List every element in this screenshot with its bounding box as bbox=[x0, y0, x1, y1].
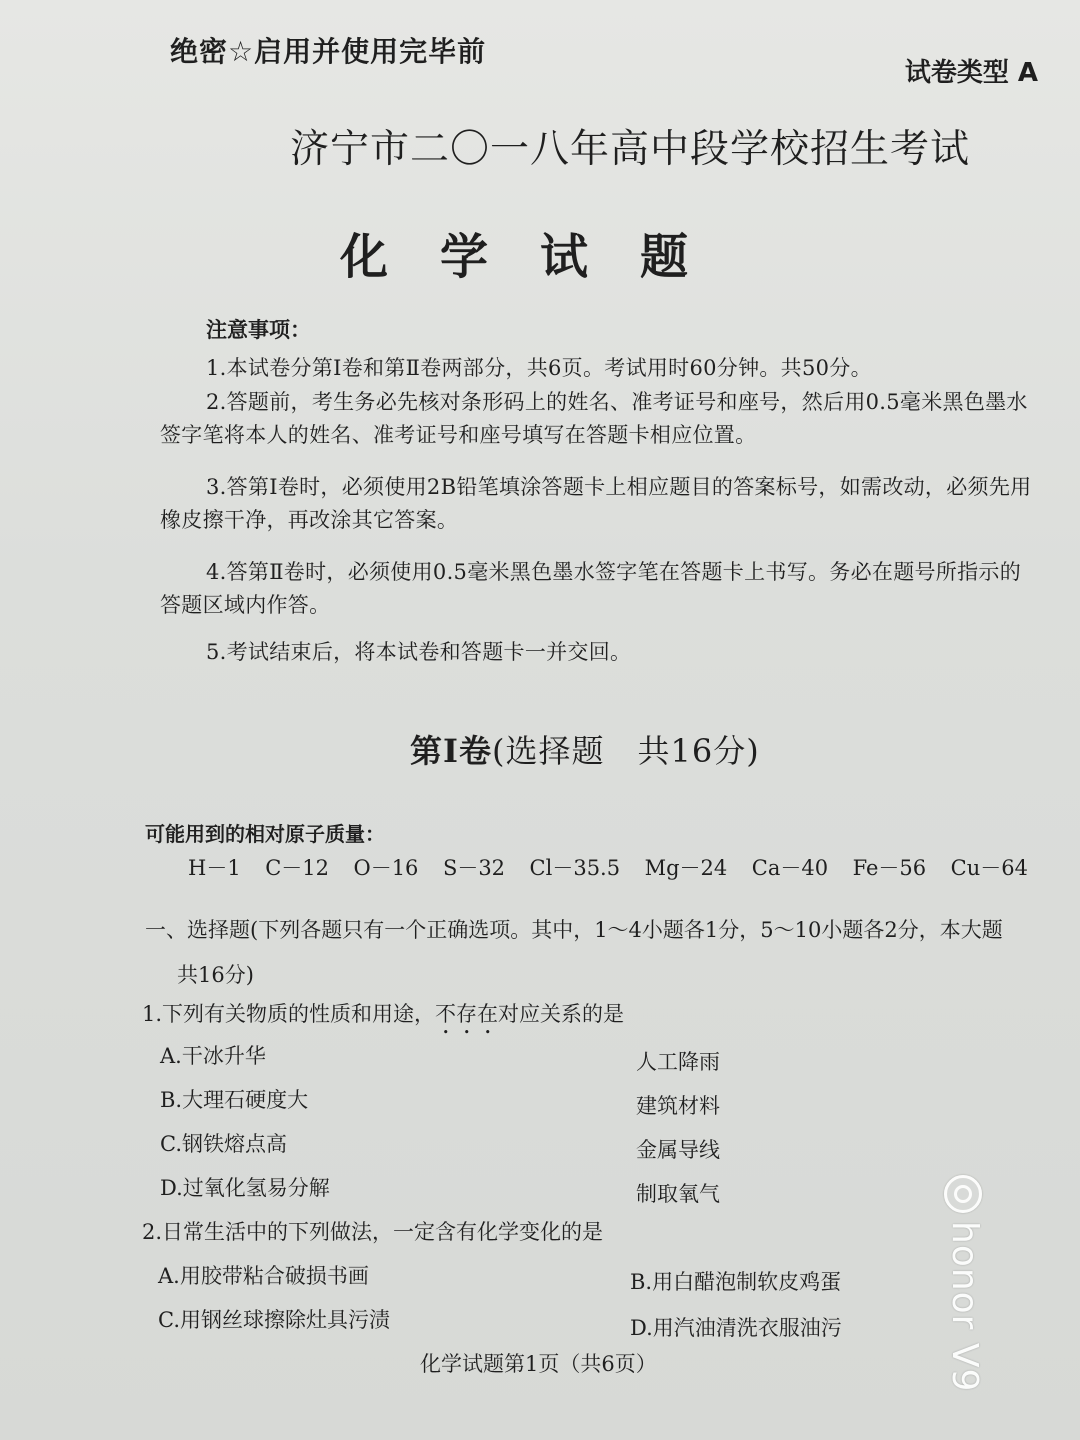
camera-watermark: honor V9 bbox=[945, 1175, 985, 1355]
atomic-mass-o: O－16 bbox=[353, 856, 419, 880]
question-2-option-c: C.用钢丝球擦除灶具污渍 bbox=[158, 1308, 390, 1332]
atomic-mass-label: 可能用到的相对原子质量： bbox=[145, 822, 385, 846]
atomic-mass-mg: Mg－24 bbox=[644, 856, 728, 880]
camera-logo-icon bbox=[944, 1175, 982, 1213]
notice-item-5: 5.考试结束后，将本试卷和答题卡一并交回。 bbox=[206, 640, 632, 664]
atomic-mass-list bbox=[188, 852, 1028, 882]
confidential-label: 绝密☆启用并使用完毕前 bbox=[170, 35, 487, 68]
section-title: 第Ⅰ卷(选择题 共16分) bbox=[410, 732, 760, 770]
question-1-option-d: D.过氧化氢易分解 bbox=[160, 1176, 330, 1200]
notice-item-4: 4.答第Ⅱ卷时，必须使用0.5毫米黑色墨水签字笔在答题卡上书写。务必在题号所指示的答题区域内作答。 bbox=[160, 560, 1022, 618]
atomic-mass-s: S－32 bbox=[442, 856, 506, 880]
question-1-option-a-use: 人工降雨 bbox=[636, 1050, 720, 1074]
notice-item-3: 3.答第Ⅰ卷时，必须使用2B铅笔填涂答题卡上相应题目的答案标号，如需改动，必须先用橡皮擦干净，再改涂其它答案。 bbox=[160, 475, 1032, 533]
atomic-mass-ca: Ca－40 bbox=[751, 856, 829, 880]
subject-title: 化学试题 bbox=[339, 229, 740, 285]
notice-title: 注意事项： bbox=[206, 318, 311, 342]
page-footer: 化学试题第1页（共6页） bbox=[420, 1352, 657, 1376]
question-1-option-b-use: 建筑材料 bbox=[636, 1094, 720, 1118]
paper-type-label: 试卷类型 A bbox=[904, 58, 1038, 88]
atomic-mass-cu: Cu－64 bbox=[950, 856, 1028, 880]
multiple-choice-header: 一、选择题(下列各题只有一个正确选项。其中，1～4小题各1分，5～10小题各2分，本大题 共16分) bbox=[145, 918, 1003, 988]
question-1-stem: 1.下列有关物质的性质和用途，不存在对应关系的是 bbox=[142, 1002, 625, 1026]
question-2-option-d: D.用汽油清洗衣服油污 bbox=[630, 1316, 842, 1340]
question-1-option-a: A.干冰升华 bbox=[160, 1044, 266, 1068]
emphasis-text: 不存在 bbox=[435, 1002, 499, 1026]
question-2-option-a: A.用胶带粘合破损书画 bbox=[158, 1264, 369, 1288]
question-2-stem: 2.日常生活中的下列做法，一定含有化学变化的是 bbox=[142, 1220, 604, 1244]
atomic-mass-c: C－12 bbox=[265, 856, 329, 880]
atomic-mass-cl: Cl－35.5 bbox=[529, 856, 621, 880]
atomic-mass-h: H－1 bbox=[188, 856, 241, 880]
notice-item-1: 1.本试卷分第Ⅰ卷和第Ⅱ卷两部分，共6页。考试用时60分钟。共50分。 bbox=[206, 356, 872, 380]
question-1-option-c: C.钢铁熔点高 bbox=[160, 1132, 287, 1156]
question-1-option-b: B.大理石硬度大 bbox=[160, 1088, 309, 1112]
question-2-option-b: B.用白醋泡制软皮鸡蛋 bbox=[630, 1270, 842, 1294]
atomic-mass-fe: Fe－56 bbox=[852, 856, 927, 880]
notice-item-2: 2.答题前，考生务必先核对条形码上的姓名、准考证号和座号，然后用0.5毫米黑色墨水签字笔将本人的姓名、准考证号和座号填写在答题卡相应位置。 bbox=[160, 390, 1028, 448]
question-1-option-d-use: 制取氧气 bbox=[636, 1182, 720, 1206]
exam-title: 济宁市二〇一八年高中段学校招生考试 bbox=[290, 127, 971, 172]
question-1-option-c-use: 金属导线 bbox=[636, 1138, 720, 1162]
